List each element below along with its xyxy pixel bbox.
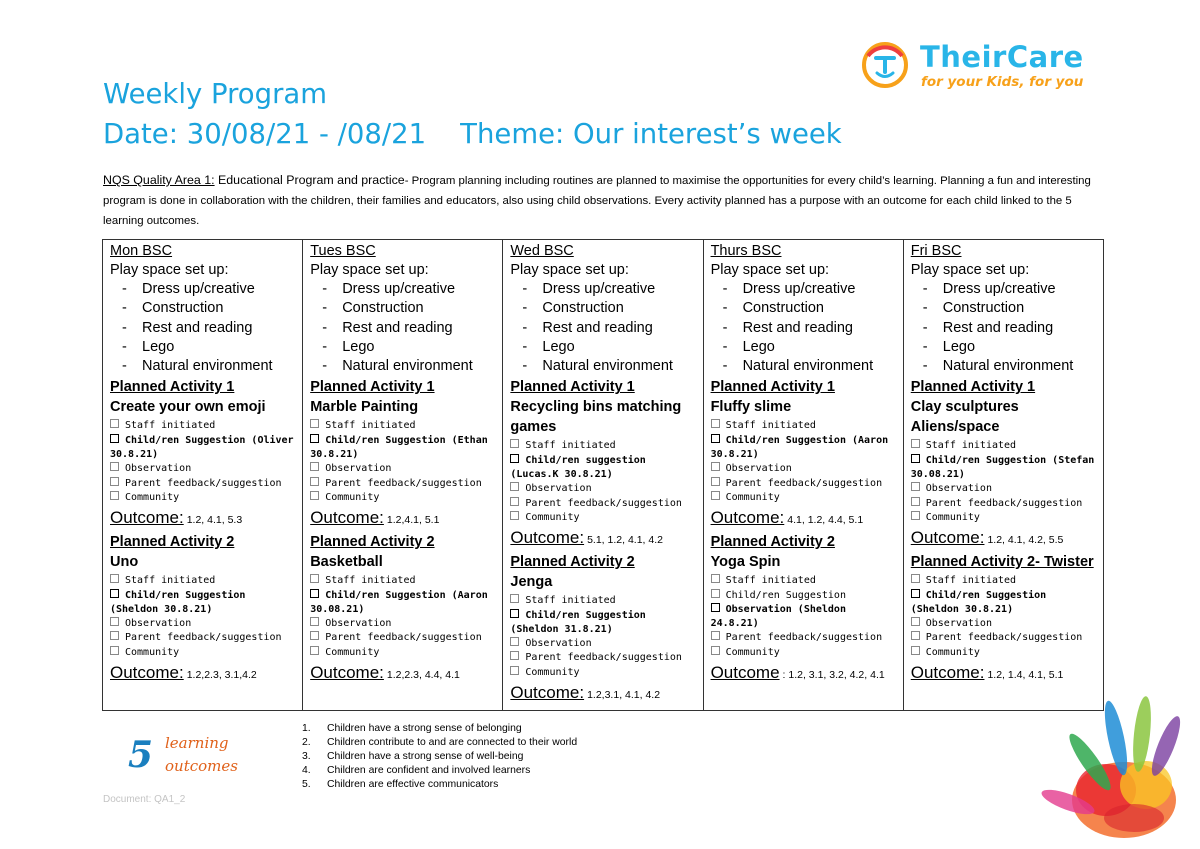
- weekly-program-table: [102, 239, 1104, 711]
- checkbox-icon[interactable]: [310, 589, 319, 598]
- play-space-item: - Rest and reading: [522, 319, 696, 338]
- checkbox-icon[interactable]: [911, 439, 920, 448]
- outcome-2: [310, 662, 496, 686]
- nqs-description: - Program planning including routines are planned to maximise the opportunities for every child’s learning. Planning a fun and interesting program is done in collaboration with the children, their families and educators, also using child observations. Every activity planned has a purpose with an outcome for each child linked to the 5 learning outcomes.: [103, 175, 1091, 227]
- outcome-label: Outcome:: [310, 663, 384, 683]
- checkbox-icon[interactable]: [911, 617, 920, 626]
- learning-outcome-item: 5. Children are effective communicators: [302, 779, 499, 790]
- outcome-values: 1.2, 1.4, 4.1, 5.1: [987, 669, 1064, 682]
- checklist-item-text: Child/ren Suggestion: [725, 589, 846, 601]
- play-space-item: - Construction: [723, 299, 897, 318]
- checkbox-icon[interactable]: [310, 477, 319, 486]
- checklist-item-text: Community: [125, 491, 180, 503]
- day-heading: Mon BSC: [110, 243, 173, 259]
- checkbox-icon[interactable]: [711, 574, 720, 583]
- outcome-values: 1.2,2.3, 3.1,4.2: [186, 669, 257, 682]
- day-heading: Wed BSC: [510, 243, 574, 259]
- checkbox-icon[interactable]: [711, 434, 720, 443]
- day-column-fri: [903, 240, 1103, 711]
- checklist-item-text: Staff initiated: [525, 440, 616, 452]
- outcome-2: [510, 682, 696, 706]
- checkbox-icon[interactable]: [510, 454, 519, 463]
- outcome-label: Outcome:: [510, 528, 585, 548]
- learning-outcome-item: 4. Children are confident and involved learners: [302, 765, 531, 776]
- brand-tagline: for your Kids, for you: [921, 74, 1084, 90]
- checklist-item-text: Community: [725, 491, 780, 503]
- checklist-item-text: Parent feedback/suggestion: [125, 477, 282, 489]
- outcome-values: 1.2,4.1, 5.1: [386, 514, 440, 527]
- checklist-item: [911, 497, 1097, 511]
- checkbox-icon[interactable]: [310, 462, 319, 471]
- checklist-item: [510, 482, 696, 496]
- planned-activity-1-label: Planned Activity 1: [710, 379, 835, 396]
- checklist-item: [310, 434, 496, 463]
- checklist-item: [110, 477, 296, 491]
- play-space-label: Play space set up:: [710, 262, 830, 278]
- checkbox-icon[interactable]: [110, 589, 119, 598]
- outcome-values: 1.2,3.1, 4.1, 4.2: [587, 689, 661, 702]
- checkbox-icon[interactable]: [711, 477, 720, 486]
- program-row: [103, 240, 1104, 711]
- checkbox-icon[interactable]: [911, 631, 920, 640]
- checkbox-icon[interactable]: [110, 631, 119, 640]
- checklist-item: [510, 637, 696, 651]
- planned-activity-2-label: Planned Activity 2: [510, 554, 635, 571]
- play-space-item: - Dress up/creative: [923, 280, 1097, 299]
- checklist-item: [910, 454, 1101, 483]
- planned-activity-1-title: Marble Painting: [310, 399, 419, 416]
- page-title: Weekly Program: [103, 78, 328, 110]
- checkbox-icon[interactable]: [110, 646, 119, 655]
- checklist-item: [110, 434, 300, 463]
- outcome-1: [110, 507, 296, 531]
- play-space-list: [110, 280, 296, 376]
- play-space-item: - Natural environment: [122, 357, 296, 376]
- date-theme-line: [103, 118, 842, 150]
- checklist-item-text: Child/ren Suggestion (Oliver 30.8.21): [110, 434, 300, 461]
- checkbox-icon[interactable]: [310, 434, 319, 443]
- checklist-item: [110, 646, 296, 660]
- play-space-item: - Construction: [923, 299, 1097, 318]
- checklist-item-text: Child/ren Suggestion (Sheldon 30.8.21): [910, 589, 1053, 615]
- planned-activity-2-label: Planned Activity 2: [110, 534, 235, 551]
- checklist-item-text: Observation: [525, 638, 592, 650]
- checklist-item-text: Observation: [125, 463, 192, 475]
- checklist-item: [310, 646, 496, 660]
- day-heading: Thurs BSC: [710, 243, 782, 259]
- planned-activity-1-title: Fluffy slime: [710, 399, 792, 416]
- outcome-label: Outcome: [710, 663, 780, 683]
- outcome-2: [711, 662, 897, 686]
- play-space-item: - Lego: [122, 338, 296, 357]
- play-space-item: - Rest and reading: [723, 319, 897, 338]
- checkbox-icon[interactable]: [911, 482, 920, 491]
- checklist-item-text: Staff initiated: [925, 440, 1017, 452]
- checkbox-icon[interactable]: [711, 462, 720, 471]
- checklist-item-text: Staff initiated: [725, 420, 816, 432]
- checklist-item: [510, 651, 696, 665]
- play-space-list: [510, 280, 696, 376]
- checkbox-icon[interactable]: [110, 419, 119, 428]
- play-space-item: - Natural environment: [322, 357, 496, 376]
- checklist-item: [510, 666, 696, 680]
- activity-1-checklist: [910, 439, 1101, 525]
- activity-2-checklist: [110, 574, 296, 660]
- checklist-item: [310, 419, 496, 433]
- checklist-item-text: Staff initiated: [325, 575, 416, 587]
- checklist-item-text: Child/ren Suggestion (Sheldon 30.8.21): [110, 589, 252, 615]
- checkbox-icon[interactable]: [110, 462, 119, 471]
- checklist-item: [911, 646, 1097, 660]
- checklist-item: [110, 491, 296, 505]
- play-space-item: - Natural environment: [923, 357, 1097, 376]
- checklist-item: [711, 589, 897, 603]
- activity-1-checklist: [510, 439, 696, 525]
- checkbox-icon[interactable]: [510, 497, 519, 506]
- checklist-item: [911, 439, 1097, 453]
- play-space-label: Play space set up:: [110, 262, 229, 278]
- play-space-item: - Rest and reading: [923, 319, 1097, 338]
- checklist-item: [911, 631, 1097, 645]
- checkbox-icon[interactable]: [711, 646, 720, 655]
- checkbox-icon[interactable]: [310, 631, 319, 640]
- checkbox-icon[interactable]: [510, 637, 519, 646]
- checkbox-icon[interactable]: [711, 419, 720, 428]
- checklist-item-text: Staff initiated: [125, 575, 216, 587]
- day-column-tue: [303, 240, 503, 711]
- activity-1-checklist: [310, 419, 496, 505]
- outcome-values: 1.2,2.3, 4.4, 4.1: [386, 669, 460, 682]
- checklist-item: [510, 439, 696, 453]
- checklist-item-text: Parent feedback/suggestion: [125, 632, 282, 644]
- nqs-title: Educational Program and practice: [214, 173, 405, 187]
- planned-activity-1-title: Clay sculptures Aliens/space: [910, 399, 1019, 436]
- checkbox-icon[interactable]: [911, 574, 920, 583]
- checklist-item-text: Parent feedback/suggestion: [725, 477, 883, 489]
- play-space-item: - Natural environment: [522, 357, 696, 376]
- play-space-label: Play space set up:: [310, 262, 429, 278]
- learning-outcome-item: 3. Children have a strong sense of well-being: [302, 751, 524, 762]
- checklist-item-text: Staff initiated: [325, 420, 416, 432]
- checklist-item-text: Staff initiated: [725, 575, 816, 587]
- checklist-item-text: Observation: [725, 463, 792, 475]
- checkbox-icon[interactable]: [510, 511, 519, 520]
- theircare-logo-icon: [862, 42, 908, 88]
- checklist-item-text: Child/ren Suggestion (Aaron 30.08.21): [310, 589, 494, 615]
- planned-activity-1-title: Recycling bins matching games: [510, 399, 682, 436]
- activity-2-checklist: [310, 574, 496, 660]
- play-space-item: - Dress up/creative: [723, 280, 897, 299]
- activity-1-checklist: [110, 419, 300, 505]
- planned-activity-2-title: Jenga: [510, 574, 553, 591]
- checklist-item-text: Observation: [925, 618, 992, 630]
- planned-activity-1-label: Planned Activity 1: [510, 379, 635, 396]
- checklist-item-text: Parent feedback/suggestion: [925, 497, 1083, 509]
- checklist-item-text: Observation: [125, 618, 192, 630]
- checkbox-icon[interactable]: [110, 491, 119, 500]
- nqs-intro: [103, 171, 1093, 231]
- checklist-item-text: Community: [525, 666, 580, 678]
- checklist-item-text: Observation: [325, 463, 392, 475]
- checkbox-icon[interactable]: [110, 477, 119, 486]
- checklist-item: [310, 491, 496, 505]
- checklist-item: [911, 589, 1097, 618]
- planned-activity-1-title: Create your own emoji: [110, 399, 266, 416]
- outcome-label: Outcome:: [910, 528, 985, 548]
- outcome-label: Outcome:: [110, 508, 184, 528]
- checklist-item-text: Staff initiated: [525, 595, 616, 607]
- checklist-item-text: Child/ren Suggestion (Sheldon 31.8.21): [510, 609, 652, 635]
- play-space-item: - Lego: [923, 338, 1097, 357]
- checklist-item: [711, 646, 897, 660]
- checklist-item-text: Community: [525, 511, 580, 523]
- checklist-item-text: Staff initiated: [925, 575, 1017, 587]
- checklist-item: [310, 589, 496, 618]
- checklist-item: [110, 462, 296, 476]
- outcome-label: Outcome:: [310, 508, 384, 528]
- day-heading: Tues BSC: [310, 243, 376, 259]
- checklist-item: [510, 497, 696, 511]
- checklist-item-text: Observation: [525, 483, 592, 495]
- day-column-thu: [703, 240, 903, 711]
- checklist-item-text: Child/ren Suggestion (Stefan 30.08.21): [910, 454, 1101, 481]
- play-space-item: - Rest and reading: [122, 319, 296, 338]
- checklist-item: [711, 603, 897, 632]
- checklist-item: [911, 617, 1097, 631]
- checkbox-icon[interactable]: [510, 666, 519, 675]
- checkbox-icon[interactable]: [310, 646, 319, 655]
- checklist-item: [510, 594, 696, 608]
- checkbox-icon[interactable]: [911, 497, 920, 506]
- checkbox-icon[interactable]: [310, 491, 319, 500]
- activity-2-checklist: [911, 574, 1097, 660]
- learning-word: learning: [165, 734, 229, 752]
- outcome-2: [911, 662, 1097, 686]
- checklist-item-text: Child/ren Suggestion (Aaron 30.8.21): [710, 434, 895, 461]
- planned-activity-2-label: Planned Activity 2: [710, 534, 835, 551]
- planned-activity-2-title: Uno: [110, 554, 139, 571]
- checklist-item-text: Parent feedback/suggestion: [925, 632, 1083, 644]
- checklist-item-text: Child/ren Suggestion (Ethan 30.8.21): [310, 434, 494, 461]
- play-space-item: - Construction: [122, 299, 296, 318]
- checklist-item-text: Staff initiated: [125, 420, 216, 432]
- learning-outcomes-heading: [165, 732, 238, 778]
- checkbox-icon[interactable]: [110, 617, 119, 626]
- learning-outcomes-list: [302, 722, 577, 792]
- play-space-item: - Rest and reading: [322, 319, 496, 338]
- learning-outcome-item: 2. Children contribute to and are connected to their world: [302, 737, 578, 748]
- outcome-values: : 1.2, 3.1, 3.2, 4.2, 4.1: [782, 669, 885, 682]
- outcome-values: 1.2, 4.1, 5.3: [186, 514, 243, 527]
- checklist-item-text: Parent feedback/suggestion: [725, 632, 883, 644]
- checklist-item-text: Community: [125, 646, 180, 658]
- checklist-item-text: Community: [325, 646, 380, 658]
- outcome-label: Outcome:: [710, 508, 785, 528]
- outcome-label: Outcome:: [510, 683, 585, 703]
- play-space-item: - Lego: [522, 338, 696, 357]
- outcome-1: [310, 507, 496, 531]
- date-range: Date: 30/08/21 - /08/21: [103, 118, 427, 150]
- checklist-item-text: Observation: [925, 483, 992, 495]
- play-space-item: - Dress up/creative: [522, 280, 696, 299]
- checkbox-icon[interactable]: [510, 609, 519, 618]
- theme-title: Theme: Our interest’s week: [460, 118, 842, 150]
- checklist-item: [310, 631, 496, 645]
- planned-activity-2-label: Planned Activity 2: [310, 534, 435, 551]
- checklist-item: [510, 511, 696, 525]
- checklist-item-text: Community: [725, 646, 780, 658]
- checklist-item-text: Parent feedback/suggestion: [525, 497, 682, 509]
- play-space-item: - Construction: [322, 299, 496, 318]
- planned-activity-1-label: Planned Activity 1: [310, 379, 435, 396]
- play-space-item: - Lego: [322, 338, 496, 357]
- checklist-item-text: Child/ren suggestion (Lucas.K 30.8.21): [510, 454, 652, 481]
- learning-outcome-item: 1. Children have a strong sense of belonging: [302, 723, 522, 734]
- checklist-item: [310, 574, 496, 588]
- checklist-item-text: Community: [325, 491, 380, 503]
- activity-2-checklist: [510, 594, 696, 680]
- checklist-item-text: Parent feedback/suggestion: [525, 652, 682, 664]
- outcome-1: [711, 507, 897, 531]
- day-heading: Fri BSC: [910, 243, 962, 259]
- checklist-item-text: Parent feedback/suggestion: [325, 477, 482, 489]
- outcomes-word: outcomes: [165, 757, 238, 775]
- play-space-item: - Dress up/creative: [122, 280, 296, 299]
- planned-activity-2-title: Basketball: [310, 554, 383, 571]
- checklist-item: [911, 574, 1097, 588]
- play-space-list: [911, 280, 1097, 376]
- activity-1-checklist: [711, 419, 897, 505]
- checklist-item: [711, 434, 897, 463]
- checklist-item: [711, 631, 897, 645]
- checklist-item: [310, 462, 496, 476]
- checkbox-icon[interactable]: [510, 439, 519, 448]
- play-space-label: Play space set up:: [510, 262, 629, 278]
- play-space-item: - Construction: [522, 299, 696, 318]
- outcome-2: [110, 662, 296, 686]
- checkbox-icon[interactable]: [911, 511, 920, 520]
- document-id: Document: QA1_2: [103, 794, 186, 805]
- checklist-item: [911, 511, 1097, 525]
- checklist-item: [711, 574, 897, 588]
- checkbox-icon[interactable]: [310, 617, 319, 626]
- planned-activity-2-title: Yoga Spin: [710, 554, 781, 571]
- planned-activity-1-label: Planned Activity 1: [910, 379, 1036, 396]
- checklist-item: [510, 609, 696, 638]
- checkbox-icon[interactable]: [911, 454, 920, 463]
- checkbox-icon[interactable]: [510, 651, 519, 660]
- outcome-values: 5.1, 1.2, 4.1, 4.2: [587, 534, 663, 547]
- nqs-label: NQS Quality Area 1:: [103, 173, 215, 187]
- outcome-1: [510, 527, 696, 551]
- checkbox-icon[interactable]: [310, 574, 319, 583]
- day-column-wed: [503, 240, 703, 711]
- checklist-item: [110, 617, 296, 631]
- checklist-item: [310, 617, 496, 631]
- checklist-item: [711, 491, 897, 505]
- outcome-values: 1.2, 4.1, 4.2, 5.5: [987, 534, 1064, 547]
- checkbox-icon[interactable]: [911, 646, 920, 655]
- checklist-item-text: Community: [925, 646, 980, 658]
- checklist-item-text: Community: [925, 511, 980, 523]
- day-column-mon: [103, 240, 303, 711]
- painted-hand-image: [1006, 690, 1196, 840]
- checkbox-icon[interactable]: [110, 434, 119, 443]
- play-space-item: - Lego: [723, 338, 897, 357]
- theircare-logo: [862, 40, 1082, 98]
- checklist-item-text: Parent feedback/suggestion: [325, 632, 482, 644]
- checkbox-icon[interactable]: [911, 589, 920, 598]
- checkbox-icon[interactable]: [711, 631, 720, 640]
- outcome-values: 4.1, 1.2, 4.4, 5.1: [787, 514, 864, 527]
- checkbox-icon[interactable]: [310, 419, 319, 428]
- learning-outcomes-number: 5: [128, 734, 154, 776]
- checklist-item: [510, 454, 696, 483]
- activity-2-checklist: [711, 574, 897, 660]
- brand-name: TheirCare: [920, 40, 1084, 74]
- checklist-item-text: Observation: [325, 618, 392, 630]
- play-space-item: - Natural environment: [723, 357, 897, 376]
- play-space-list: [711, 280, 897, 376]
- checkbox-icon[interactable]: [711, 603, 720, 612]
- checklist-item: [110, 631, 296, 645]
- checkbox-icon[interactable]: [510, 594, 519, 603]
- checklist-item: [911, 482, 1097, 496]
- play-space-list: [310, 280, 496, 376]
- checkbox-icon[interactable]: [711, 589, 720, 598]
- outcome-label: Outcome:: [910, 663, 985, 683]
- planned-activity-2-label: Planned Activity 2- Twister: [910, 554, 1094, 571]
- checkbox-icon[interactable]: [510, 482, 519, 491]
- play-space-item: - Dress up/creative: [322, 280, 496, 299]
- planned-activity-1-label: Planned Activity 1: [110, 379, 235, 396]
- checkbox-icon[interactable]: [110, 574, 119, 583]
- checklist-item: [310, 477, 496, 491]
- checklist-item: [711, 462, 897, 476]
- play-space-label: Play space set up:: [910, 262, 1030, 278]
- checklist-item-text: Observation (Sheldon 24.8.21): [710, 603, 853, 630]
- outcome-1: [911, 527, 1097, 551]
- checklist-item: [711, 419, 897, 433]
- checklist-item: [110, 419, 296, 433]
- checklist-item: [110, 589, 296, 618]
- outcome-label: Outcome:: [110, 663, 184, 683]
- checklist-item: [711, 477, 897, 491]
- checkbox-icon[interactable]: [711, 491, 720, 500]
- checklist-item: [110, 574, 296, 588]
